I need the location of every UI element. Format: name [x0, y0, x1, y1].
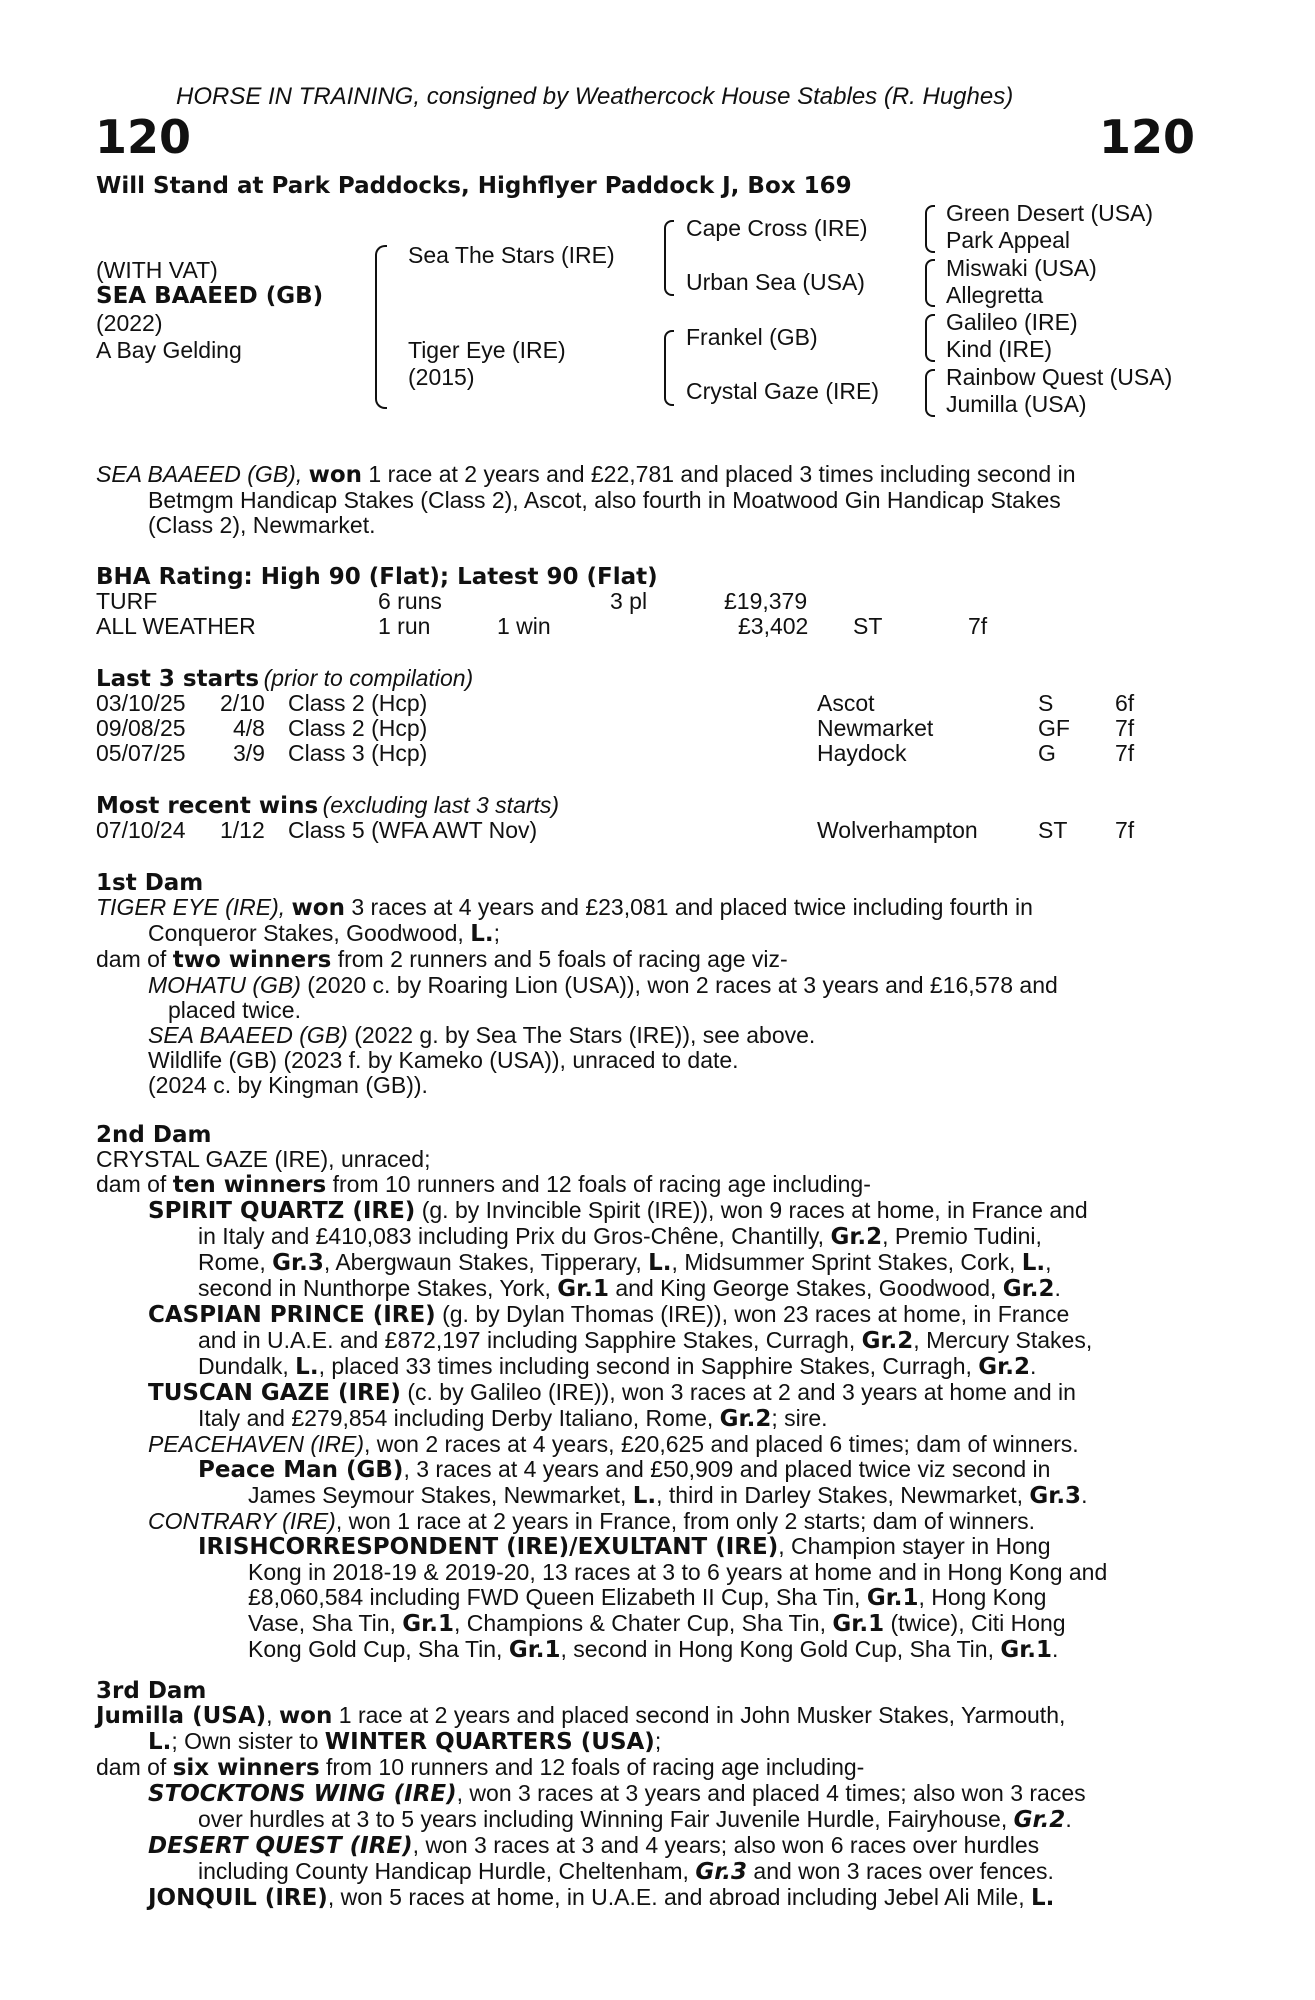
irishcorrespondent-3a: £8,060,584 including FWD Queen Elizabeth II Cup, Sha Tin,	[248, 1584, 861, 1610]
tuscan-gaze-2a: Italy and £279,854 including Derby Italiano, Rome,	[198, 1405, 714, 1431]
last3-row-2-course: Newmarket	[817, 715, 934, 741]
pedigree-sire-sire: Cape Cross (IRE)	[686, 215, 868, 241]
dam1-foal1-name: MOHATU (GB)	[148, 972, 301, 998]
rating-aw-runs: 1 run	[378, 613, 431, 639]
dam1-l3-c: from 2 runners and 5 foals of racing age viz-	[337, 946, 788, 972]
last3-row-2-date: 09/08/25	[96, 715, 186, 741]
stocktons-wing-name: STOCKTONS WING (IRE)	[148, 1781, 457, 1807]
consignment-line: HORSE IN TRAINING, consigned by Weathercock House Stables (R. Hughes)	[176, 83, 1014, 110]
bha-rating-heading: BHA Rating: High 90 (Flat); Latest 90 (Flat)	[96, 564, 658, 590]
caspian-prince-2b: Gr.2	[861, 1328, 914, 1354]
spirit-quartz-3b: Gr.3	[272, 1250, 324, 1276]
rating-turf-surface: TURF	[96, 588, 158, 614]
caspian-prince-2a: and in U.A.E. and £872,197 including Sapphire Stakes, Curragh,	[198, 1327, 856, 1353]
summary-line2: Betmgm Handicap Stakes (Class 2), Ascot, also fourth in Moatwood Gin Handicap Stakes	[148, 487, 1061, 513]
dam2-heading: 2nd Dam	[96, 1122, 212, 1148]
dam3-l2-listed: L.	[148, 1729, 172, 1755]
recent-heading: Most recent wins	[96, 793, 319, 819]
spirit-quartz-2c: , Premio Tudini,	[882, 1223, 1042, 1249]
dam3-comma: ,	[266, 1702, 273, 1728]
pedigree-brace-g78	[925, 369, 935, 417]
tuscan-gaze-name: TUSCAN GAZE (IRE)	[148, 1380, 401, 1406]
dam1-foal3: Wildlife (GB) (2023 f. by Kameko (USA)), unraced to date.	[148, 1047, 739, 1073]
spirit-quartz-3d: L.	[648, 1250, 672, 1276]
stocktons-wing-2a: over hurdles at 3 to 5 years including Winning Fair Juvenile Hurdle, Fairyhouse,	[198, 1806, 1008, 1832]
vat-note: (WITH VAT)	[96, 257, 218, 283]
last3-row-2-going: GF	[1038, 715, 1070, 741]
rating-aw-surface: ALL WEATHER	[96, 613, 256, 639]
spirit-quartz-1: (g. by Invincible Spirit (IRE)), won 9 races at home, in France and	[421, 1197, 1088, 1223]
irishcorrespondent-5b: Gr.1	[508, 1637, 561, 1663]
pedigree-brace-g56	[925, 314, 935, 362]
dam2-l2-c: from 10 runners and 12 foals of racing age including-	[332, 1171, 871, 1197]
last3-row-3-going: G	[1038, 740, 1056, 766]
spirit-quartz-4e: .	[1054, 1275, 1061, 1301]
last3-row-2-pos: 4/8	[233, 715, 265, 741]
caspian-prince-name: CASPIAN PRINCE (IRE)	[148, 1302, 436, 1328]
last3-row-3-course: Haydock	[817, 740, 907, 766]
dam1-foal1-text: (2020 c. by Roaring Lion (USA)), won 2 races at 3 years and £16,578 and	[307, 972, 1058, 998]
spirit-quartz-2a: in Italy and £410,083 including Prix du Gros-Chêne, Chantilly,	[198, 1223, 825, 1249]
dam3-l2-a: ; Own sister to	[171, 1728, 319, 1754]
irishcorrespondent-3c: , Hong Kong	[918, 1584, 1047, 1610]
dam1-foal4: (2024 c. by Kingman (GB)).	[148, 1072, 428, 1098]
dam2-l1: CRYSTAL GAZE (IRE), unraced;	[96, 1146, 431, 1172]
last3-row-3-class: Class 3 (Hcp)	[288, 740, 428, 766]
recent-row-going: ST	[1038, 817, 1068, 843]
recent-row-course: Wolverhampton	[817, 817, 978, 843]
pedigree-dam-sire: Frankel (GB)	[686, 324, 818, 350]
peace-man-2d: Gr.3	[1029, 1483, 1082, 1509]
stocktons-wing-2c: .	[1065, 1806, 1072, 1832]
dam3-won: won	[278, 1703, 333, 1729]
contrary-text: , won 1 race at 2 years in France, from only 2 starts; dam of winners.	[335, 1508, 1036, 1534]
irishcorrespondent-5e: .	[1052, 1636, 1059, 1662]
horse-description: A Bay Gelding	[96, 337, 242, 363]
peace-man-name: Peace Man (GB)	[198, 1457, 404, 1483]
dam2-section	[96, 1147, 1107, 1663]
irishcorrespondent-3b: Gr.1	[866, 1585, 919, 1611]
dam3-l3-winners: six winners	[172, 1755, 320, 1781]
last3-heading-row	[96, 666, 473, 692]
pedigree-g6: Kind (IRE)	[946, 336, 1053, 362]
spirit-quartz-3a: Rome,	[198, 1249, 266, 1275]
dam1-name: TIGER EYE (IRE),	[96, 894, 286, 920]
summary-won: won	[308, 462, 363, 488]
irishcorrespondent-4e: (twice), Citi Hong	[890, 1610, 1066, 1636]
pedigree-sire-dam: Urban Sea (USA)	[686, 269, 865, 295]
caspian-prince-1: (g. by Dylan Thomas (IRE)), won 23 races at home, in France	[442, 1301, 1070, 1327]
recent-row-class: Class 5 (WFA AWT Nov)	[288, 817, 538, 843]
rating-aw-distance: 7f	[968, 613, 988, 639]
dam2-l2-winners: ten winners	[172, 1172, 327, 1198]
dam3-l3-a: dam of	[96, 1754, 167, 1780]
last3-row-1-date: 03/10/25	[96, 690, 186, 716]
pedigree-brace-g12	[925, 205, 935, 253]
dam3-section	[96, 1703, 1086, 1911]
last3-row-3-dist: 7f	[1115, 740, 1135, 766]
spirit-quartz-3g: ,	[1045, 1249, 1052, 1275]
spirit-quartz-4a: second in Nunthorpe Stakes, York,	[198, 1275, 551, 1301]
spirit-quartz-3e: , Midsummer Sprint Stakes, Cork,	[671, 1249, 1016, 1275]
summary-name: SEA BAAEED (GB),	[96, 461, 303, 487]
pedigree-g2: Park Appeal	[946, 227, 1071, 253]
summary-line1: 1 race at 2 years and £22,781 and placed 3 times including second in	[368, 461, 1076, 487]
caspian-prince-3d: Gr.2	[978, 1354, 1030, 1380]
stand-location: Will Stand at Park Paddocks, Highflyer Paddock J, Box 169	[96, 173, 852, 199]
rating-aw-earnings: £3,402	[738, 613, 809, 639]
last3-row-2-class: Class 2 (Hcp)	[288, 715, 428, 741]
last3-row-3-date: 05/07/25	[96, 740, 186, 766]
peace-man-1: , 3 races at 4 years and £50,909 and placed twice viz second in	[403, 1456, 1051, 1482]
dam1-l3-winners: two winners	[172, 947, 332, 973]
jonquil-1: , won 5 races at home, in U.A.E. and abroad including Jebel Ali Mile,	[327, 1884, 1025, 1910]
dam2-l2-a: dam of	[96, 1171, 167, 1197]
pedigree-brace-dam	[664, 330, 674, 406]
dam1-l3-a: dam of	[96, 946, 167, 972]
dam3-l1: 1 race at 2 years and placed second in John Musker Stakes, Yarmouth,	[338, 1702, 1066, 1728]
recent-note: (excluding last 3 starts)	[322, 792, 560, 818]
last3-row-3-pos: 3/9	[233, 740, 265, 766]
desert-quest-2b: Gr.3	[695, 1859, 748, 1885]
dam1-foal2-text: (2022 g. by Sea The Stars (IRE)), see above.	[354, 1022, 816, 1048]
dam3-heading: 3rd Dam	[96, 1678, 207, 1704]
spirit-quartz-2b: Gr.2	[830, 1224, 883, 1250]
pedigree-dam-dam: Crystal Gaze (IRE)	[686, 378, 879, 404]
peace-man-2a: James Seymour Stakes, Newmarket,	[248, 1482, 627, 1508]
irishcorrespondent-5d: Gr.1	[1000, 1637, 1053, 1663]
caspian-prince-3a: Dundalk,	[198, 1353, 289, 1379]
pedigree-brace-g34	[925, 259, 935, 307]
contrary-name: CONTRARY (IRE)	[148, 1508, 336, 1534]
irishcorrespondent-name: IRISHCORRESPONDENT (IRE)/EXULTANT (IRE)	[198, 1534, 779, 1560]
dam1-l2-listed: L.	[470, 921, 494, 947]
rating-turf-earnings: £19,379	[724, 588, 808, 614]
spirit-quartz-3c: , Abergwaun Stakes, Tipperary,	[323, 1249, 642, 1275]
peacehaven-name: PEACEHAVEN (IRE)	[148, 1431, 364, 1457]
irishcorrespondent-4a: Vase, Sha Tin,	[248, 1610, 396, 1636]
dam3-l3-c: from 10 runners and 12 foals of racing age including-	[326, 1754, 865, 1780]
rating-aw-wins: 1 win	[497, 613, 551, 639]
last3-note: (prior to compilation)	[263, 665, 474, 691]
caspian-prince-3b: L.	[295, 1354, 319, 1380]
last3-row-1-dist: 6f	[1115, 690, 1135, 716]
pedigree-g8: Jumilla (USA)	[946, 391, 1087, 417]
recent-row-dist: 7f	[1115, 817, 1135, 843]
pedigree-brace-main	[375, 245, 387, 409]
desert-quest-2c: and won 3 races over fences.	[753, 1858, 1054, 1884]
horse-summary	[96, 462, 1076, 538]
spirit-quartz-name: SPIRIT QUARTZ (IRE)	[148, 1198, 416, 1224]
horse-name: SEA BAAEED (GB)	[96, 283, 324, 309]
dam3-l2-b: WINTER QUARTERS (USA)	[324, 1729, 655, 1755]
tuscan-gaze-1: (c. by Galileo (IRE)), won 3 races at 2 and 3 years at home and in	[407, 1379, 1076, 1405]
desert-quest-2a: including County Handicap Hurdle, Cheltenham,	[198, 1858, 689, 1884]
irishcorrespondent-4b: Gr.1	[402, 1611, 454, 1637]
horse-year: (2022)	[96, 310, 163, 336]
dam3-l2-c: ;	[654, 1728, 662, 1754]
dam1-foal1-cont: placed twice.	[168, 997, 301, 1023]
last3-row-2-dist: 7f	[1115, 715, 1135, 741]
rating-aw-going: ST	[853, 613, 883, 639]
dam3-name: Jumilla (USA)	[96, 1703, 267, 1729]
spirit-quartz-3f: L.	[1021, 1250, 1046, 1276]
recent-heading-row	[96, 793, 559, 819]
spirit-quartz-4c: and King George Stakes, Goodwood,	[615, 1275, 997, 1301]
peace-man-2b: L.	[632, 1483, 657, 1509]
dam1-l2-end: ;	[493, 920, 500, 946]
last3-row-1-class: Class 2 (Hcp)	[288, 690, 428, 716]
pedigree-dam: Tiger Eye (IRE)	[408, 337, 566, 363]
irishcorrespondent-2: Kong in 2018-19 & 2019-20, 13 races at 3 to 6 years at home and in Hong Kong and	[248, 1559, 1108, 1585]
last3-row-1-course: Ascot	[817, 690, 875, 716]
recent-row-date: 07/10/24	[96, 817, 186, 843]
stocktons-wing-2b: Gr.2	[1013, 1807, 1066, 1833]
irishcorrespondent-4c: , Champions & Chater Cup, Sha Tin,	[453, 1610, 826, 1636]
jonquil-name: JONQUIL (IRE)	[148, 1885, 328, 1911]
pedigree-g3: Miswaki (USA)	[946, 255, 1097, 281]
summary-line3: (Class 2), Newmarket.	[148, 512, 376, 538]
pedigree-g7: Rainbow Quest (USA)	[946, 364, 1173, 390]
rating-turf-placed: 3 pl	[610, 588, 648, 614]
tuscan-gaze-2b: Gr.2	[719, 1406, 772, 1432]
pedigree-dam-year: (2015)	[408, 364, 475, 390]
pedigree-g5: Galileo (IRE)	[946, 309, 1078, 335]
caspian-prince-3e: .	[1029, 1353, 1037, 1379]
stocktons-wing-1: , won 3 races at 3 years and placed 4 times; also won 3 races	[456, 1780, 1086, 1806]
peace-man-2e: .	[1081, 1482, 1088, 1508]
pedigree-brace-sire	[664, 220, 674, 296]
pedigree-g4: Allegretta	[946, 282, 1044, 308]
dam1-won: won	[291, 895, 345, 921]
lot-number-left: 120	[95, 110, 192, 164]
dam1-foal2-name: SEA BAAEED (GB)	[148, 1022, 348, 1048]
rating-turf-runs: 6 runs	[378, 588, 442, 614]
peacehaven-text: , won 2 races at 4 years, £20,625 and placed 6 times; dam of winners.	[364, 1431, 1079, 1457]
dam1-heading: 1st Dam	[96, 870, 204, 896]
desert-quest-name: DESERT QUEST (IRE)	[148, 1833, 413, 1859]
spirit-quartz-4d: Gr.2	[1002, 1276, 1055, 1302]
caspian-prince-3c: , placed 33 times including second in Sapphire Stakes, Curragh,	[318, 1353, 972, 1379]
peace-man-2c: , third in Darley Stakes, Newmarket,	[656, 1482, 1023, 1508]
last3-row-1-going: S	[1038, 690, 1054, 716]
caspian-prince-2c: , Mercury Stakes,	[913, 1327, 1093, 1353]
irishcorrespondent-1: , Champion stayer in Hong	[778, 1533, 1051, 1559]
spirit-quartz-4b: Gr.1	[557, 1276, 609, 1302]
pedigree-g1: Green Desert (USA)	[946, 200, 1154, 226]
irishcorrespondent-5c: , second in Hong Kong Gold Cup, Sha Tin,	[560, 1636, 994, 1662]
dam1-l1: 3 races at 4 years and £23,081 and placed twice including fourth in	[351, 894, 1033, 920]
dam1-l2: Conqueror Stakes, Goodwood,	[148, 920, 464, 946]
tuscan-gaze-2c: ; sire.	[771, 1405, 828, 1431]
recent-row-pos: 1/12	[220, 817, 265, 843]
irishcorrespondent-5a: Kong Gold Cup, Sha Tin,	[248, 1636, 503, 1662]
pedigree-sire: Sea The Stars (IRE)	[408, 242, 615, 268]
jonquil-listed: L.	[1030, 1885, 1055, 1911]
irishcorrespondent-4d: Gr.1	[832, 1611, 885, 1637]
dam1-section	[96, 895, 1058, 1098]
lot-number-right: 120	[1098, 110, 1195, 164]
desert-quest-1: , won 3 races at 3 and 4 years; also won 6 races over hurdles	[412, 1832, 1040, 1858]
last3-heading: Last 3 starts	[96, 666, 260, 692]
last3-row-1-pos: 2/10	[220, 690, 265, 716]
